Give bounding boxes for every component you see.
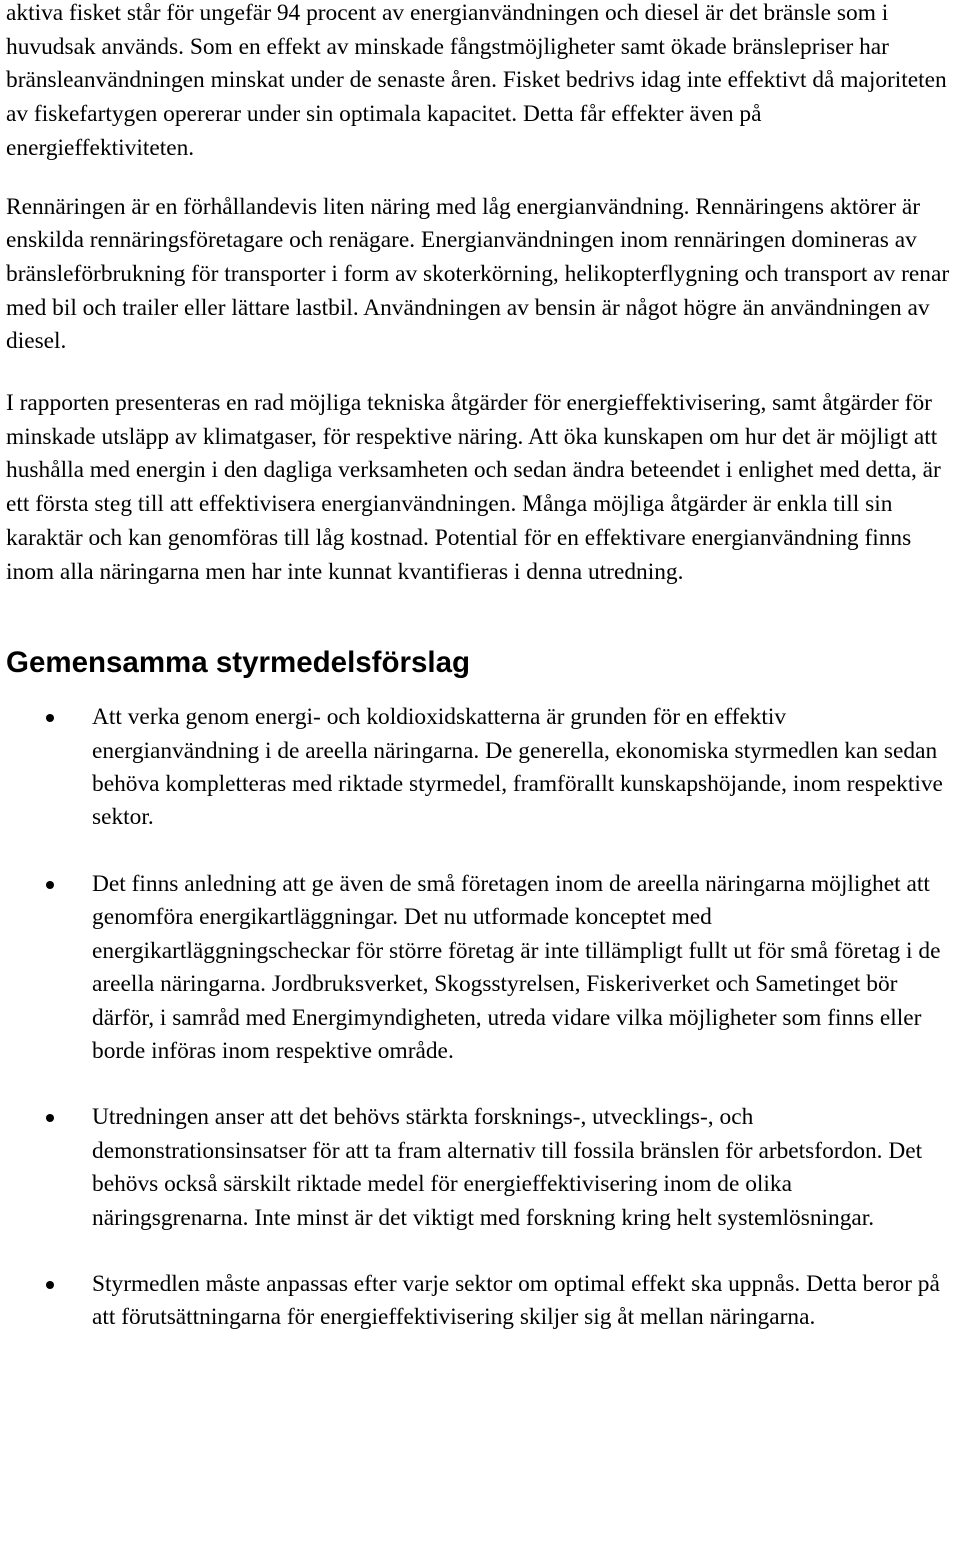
list-item-text: Att verka genom energi- och koldioxidskatterna är grunden för en effektiv energianvändning i de areella näringarna. De generella, ekonomiska styrmedlen kan sedan behöva kompletteras med riktade styrmedel, framförallt kunskapshöjande, inom respektive sektor.	[92, 704, 943, 831]
paragraph-report-measures: I rapporten presenteras en rad möjliga tekniska åtgärder för energieffektivisering, samt åtgärder för minskade utsläpp av klimatgaser, för respektive näring. Att öka kunskapen om hur det är möjligt att hushålla med energin i den dagliga verksamheten och sedan ändra beteendet i enlighet med detta, är ett första steg till att effektivisera energianvändningen. Många möjliga åtgärder är enkla till sin karaktär och kan genomföras till låg kostnad. Potential för en effektivare energianvändning finns inom alla näringarna men har inte kunnat kvantifieras i denna utredning.	[6, 390, 941, 585]
list-item-text: Utredningen anser att det behövs stärkta forsknings-, utvecklings-, och demonstrationsinsatser för att ta fram alternativ till fossila bränslen för arbetsfordon. Det behövs också särskilt riktade medel för energieffektivisering inom de olika näringsgrenarna. Inte minst är det viktigt med forskning kring helt systemlösningar.	[92, 1104, 923, 1231]
paragraph-reindeer-husbandry: Rennäringen är en förhållandevis liten näring med låg energianvändning. Rennäringens aktörer är enskilda rennäringsföretagare och renägare. Energianvändningen inom rennäringen domineras av bränsleförbrukning för transporter i form av skoterkörning, helikopterflygning och transport av renar med bil och trailer eller lättare lastbil. Användningen av bensin är något högre än användningen av diesel.	[6, 193, 950, 355]
bullet-icon	[46, 1114, 54, 1122]
bullet-icon	[46, 714, 54, 722]
list-item	[6, 701, 954, 835]
list-item-text: Styrmedlen måste anpassas efter varje sektor om optimal effekt ska uppnås. Detta beror på att förutsättningarna för energieffektivisering skiljer sig åt mellan näringarna.	[92, 1270, 940, 1331]
bullet-list	[6, 701, 954, 1335]
paragraph-fishing: aktiva fisket står för ungefär 94 procent av energianvändningen och diesel är det bränsle som i huvudsak används. Som en effekt av minskade fångstmöjligheter samt ökade bränslepriser har bränsleanvändningen minskat under de senaste åren. Fisket bedrivs idag inte effektivt då majoriteten av fiskefartygen opererar under sin optimala kapacitet. Detta får effekter även på energieffektiviteten.	[6, 0, 947, 161]
list-item	[6, 1268, 954, 1335]
list-item	[6, 1101, 954, 1235]
document-page	[6, 0, 954, 1368]
list-item-text: Det finns anledning att ge även de små företagen inom de areella näringarna möjlighet att genomföra energikartläggningar. Det nu utformade konceptet med energikartläggningscheckar för större företag är inte tillämpligt fullt ut för små företag i de areella näringarna. Jordbruksverket, Skogsstyrelsen, Fiskeriverket och Sametinget bör därför, i samråd med Energimyndigheten, utreda vidare vilka möjligheter som finns eller borde införas inom respektive område.	[92, 870, 941, 1064]
section-heading: Gemensamma styrmedelsförslag	[6, 646, 471, 680]
bullet-icon	[46, 1281, 54, 1289]
list-item	[6, 868, 954, 1068]
bullet-icon	[46, 881, 54, 889]
